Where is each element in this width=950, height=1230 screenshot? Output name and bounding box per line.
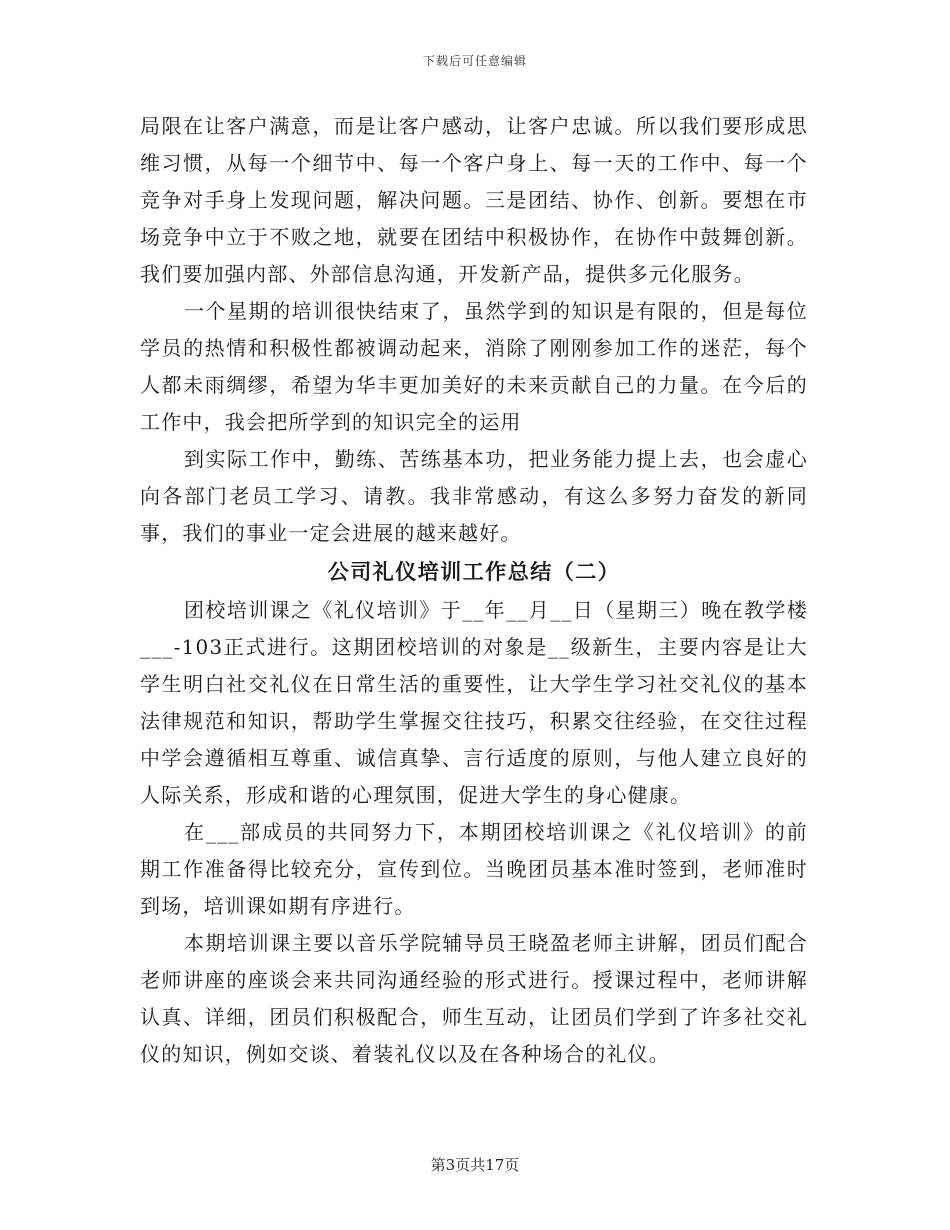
section-title: 公司礼仪培训工作总结（二）: [327, 559, 621, 584]
paragraph-etiquette-intro: 团校培训课之《礼仪培训》于__年__月__日（星期三）晚在教学楼___-103正式进行。这期团校培训的对象是__级新生，主要内容是让大学生明白社交礼仪在日常生活的重要性，让大学生学习社交礼仪的基本法律规范和知识，帮助学生掌握交往技巧，积累交往经验，在交往过程中学会遵循相互尊重、诚信真挚、言行适度的原则，与他人建立良好的人际关系，形成和谐的心理氛围，促进大学生的身心健康。: [140, 598, 808, 807]
paragraph-lecture: 本期培训课主要以音乐学院辅导员王晓盈老师主讲解，团员们配合老师讲座的座谈会来共同沟通经验的形式进行。授课过程中，老师讲解认真、详细，团员们积极配合，师生互动，让团员们学到了许多社交礼仪的知识，例如交谈、着装礼仪以及在各种场合的礼仪。: [140, 931, 808, 1066]
page-number: 第3页共17页: [430, 1156, 520, 1174]
paragraph-preparation: 在___部成员的共同努力下，本期团校培训课之《礼仪培训》的前期工作准备得比较充分，宣传到位。当晚团员基本准时签到，老师准时到场，培训课如期有序进行。: [140, 820, 808, 918]
document-body: [140, 108, 808, 1073]
paragraph-continued: 局限在让客户满意，而是让客户感动，让客户忠诚。所以我们要形成思维习惯，从每一个细节中、每一个客户身上、每一天的工作中、每一个竞争对手身上发现问题，解决问题。三是团结、协作、创新。要想在市场竞争中立于不败之地，就要在团结中积极协作，在协作中鼓舞创新。我们要加强内部、外部信息沟通，开发新产品，提供多元化服务。: [140, 114, 808, 286]
paragraph-practice: 到实际工作中，勤练、苦练基本功，把业务能力提上去，也会虚心向各部门老员工学习、请教。我非常感动，有这么多努力奋发的新同事，我们的事业一定会进展的越来越好。: [140, 447, 808, 545]
header-note: 下载后可任意编辑: [422, 54, 527, 68]
paragraph-training-end: 一个星期的培训很快结束了，虽然学到的知识是有限的，但是每位学员的热情和积极性都被调动起来，消除了刚刚参加工作的迷茫，每个人都未雨绸缪，希望为华丰更加美好的未来贡献自己的力量。在今后的工作中，我会把所学到的知识完全的运用: [140, 299, 808, 434]
